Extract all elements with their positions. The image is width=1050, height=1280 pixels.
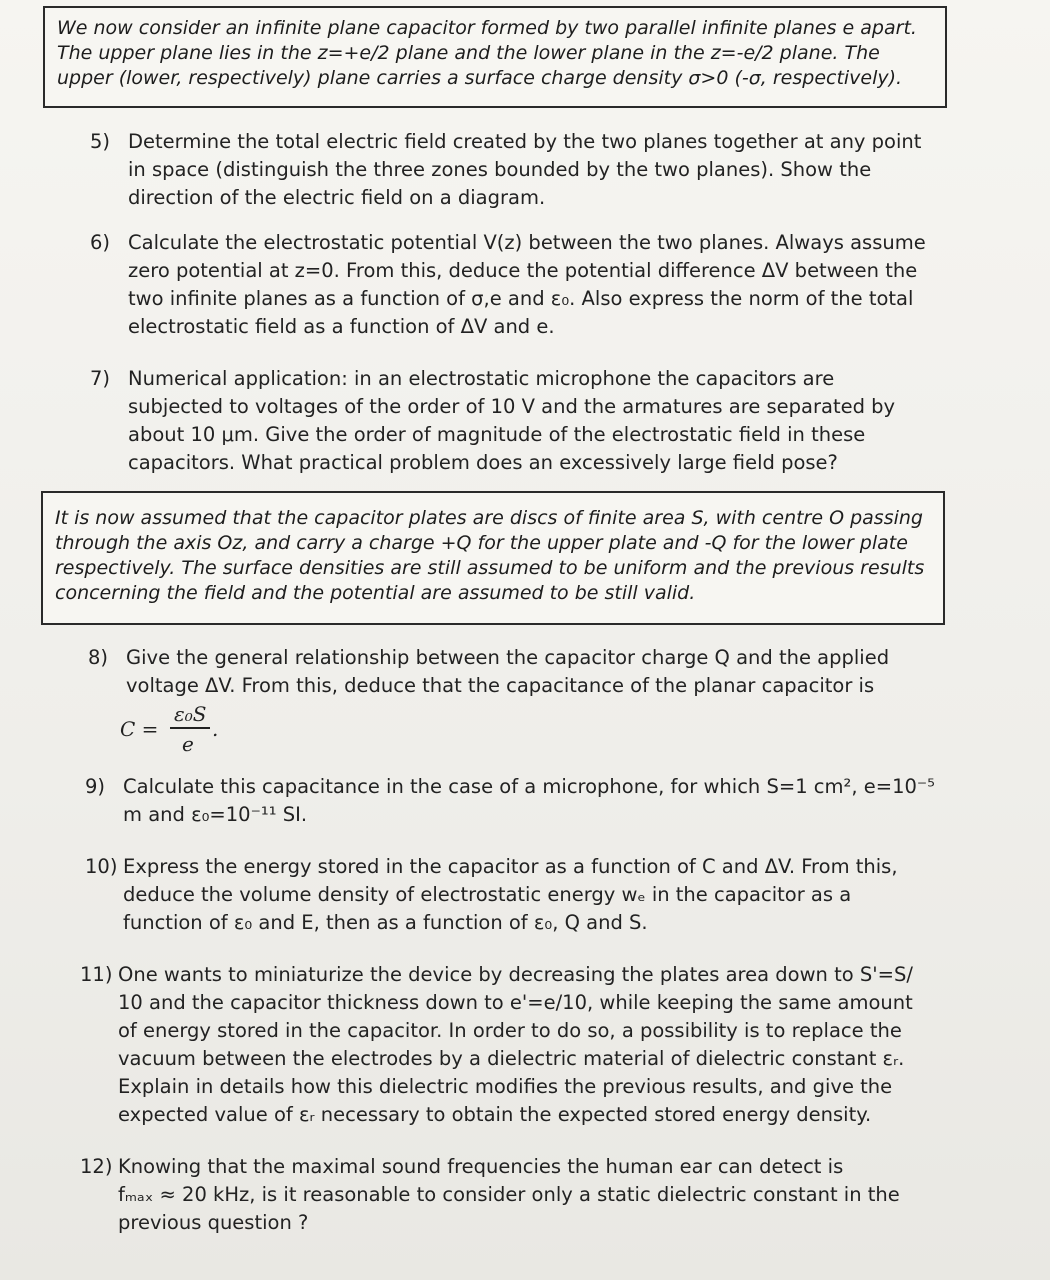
intro-line: upper (lower, respectively) plane carries a surface charge density σ>0 (-σ, respectively). [57,67,903,89]
question-10 [85,853,935,937]
question-line: Knowing that the maximal sound frequencies the human ear can detect is [118,1155,844,1178]
question-line: m and ε₀=10⁻¹¹ SI. [123,803,308,826]
question-line: deduce the volume density of electrostatic energy wₑ in the capacitor as a [123,883,852,906]
question-line: One wants to miniaturize the device by decreasing the plates area down to S'=S/ [118,963,913,986]
capacitance-formula [120,702,230,762]
intro-line: We now consider an infinite plane capacitor formed by two parallel infinite planes e apart. [57,17,917,39]
question-line: expected value of εᵣ necessary to obtain the expected stored energy density. [118,1103,872,1126]
question-11 [80,961,935,1129]
question-line: Express the energy stored in the capacitor as a function of C and ΔV. From this, [123,855,898,878]
question-line: two infinite planes as a function of σ,e and ε₀. Also express the norm of the total [128,287,914,310]
question-line: vacuum between the electrodes by a dielectric material of dielectric constant εᵣ. [118,1047,905,1070]
formula-end: . [212,717,219,741]
assumption-line: It is now assumed that the capacitor plates are discs of finite area S, with centre O passing [55,507,923,529]
question-line: Numerical application: in an electrostatic microphone the capacitors are [128,367,835,390]
question-5 [90,128,935,212]
question-line: in space (distinguish the three zones bounded by the two planes). Show the [128,158,872,181]
question-number: 7) [90,367,111,390]
question-9 [85,773,935,829]
formula-denominator: e [182,732,194,756]
assumption-line: through the axis Oz, and carry a charge +Q for the upper plate and -Q for the lower plate [55,532,908,554]
question-line: Explain in details how this dielectric modifies the previous results, and give the [118,1075,893,1098]
assumption-line: respectively. The surface densities are still assumed to be uniform and the previous results [55,557,925,579]
formula-numerator: ε₀S [174,702,207,726]
question-line: about 10 μm. Give the order of magnitude of the electrostatic field in these [128,423,866,446]
question-7 [90,365,935,477]
question-number: 10) [85,855,118,878]
question-line: previous question ? [118,1211,309,1234]
question-line: Give the general relationship between the capacitor charge Q and the applied [126,646,890,669]
question-12 [80,1153,935,1237]
question-8 [88,644,933,756]
assumption-box [41,491,945,625]
question-line: of energy stored in the capacitor. In order to do so, a possibility is to replace the [118,1019,902,1042]
assumption-line: concerning the field and the potential are assumed to be still valid. [55,582,696,604]
question-number: 12) [80,1155,113,1178]
question-line: capacitors. What practical problem does an excessively large field pose? [128,451,838,474]
question-line: Calculate this capacitance in the case of a microphone, for which S=1 cm², e=10⁻⁵ [123,775,936,798]
question-line: electrostatic field as a function of ΔV and e. [128,315,555,338]
question-line: Determine the total electric field created by the two planes together at any point [128,130,922,153]
question-number: 5) [90,130,111,153]
formula-lhs: C = [120,717,159,741]
question-line: zero potential at z=0. From this, deduce the potential difference ΔV between the [128,259,918,282]
question-line: 10 and the capacitor thickness down to e'=e/10, while keeping the same amount [118,991,913,1014]
question-line: voltage ΔV. From this, deduce that the capacitance of the planar capacitor is [126,674,875,697]
question-number: 11) [80,963,113,986]
question-line: fₘₐₓ ≈ 20 kHz, is it reasonable to consider only a static dielectric constant in the [118,1183,900,1206]
question-line: direction of the electric field on a diagram. [128,186,546,209]
question-number: 6) [90,231,111,254]
question-line: subjected to voltages of the order of 10 V and the armatures are separated by [128,395,896,418]
question-number: 9) [85,775,106,798]
question-number: 8) [88,646,109,669]
question-6 [90,229,935,341]
intro-line: The upper plane lies in the z=+e/2 plane and the lower plane in the z=-e/2 plane. The [57,42,880,64]
question-line: Calculate the electrostatic potential V(z) between the two planes. Always assume [128,231,926,254]
question-line: function of ε₀ and E, then as a function of ε₀, Q and S. [123,911,648,934]
fraction-bar [170,727,210,729]
intro-box [43,6,947,108]
